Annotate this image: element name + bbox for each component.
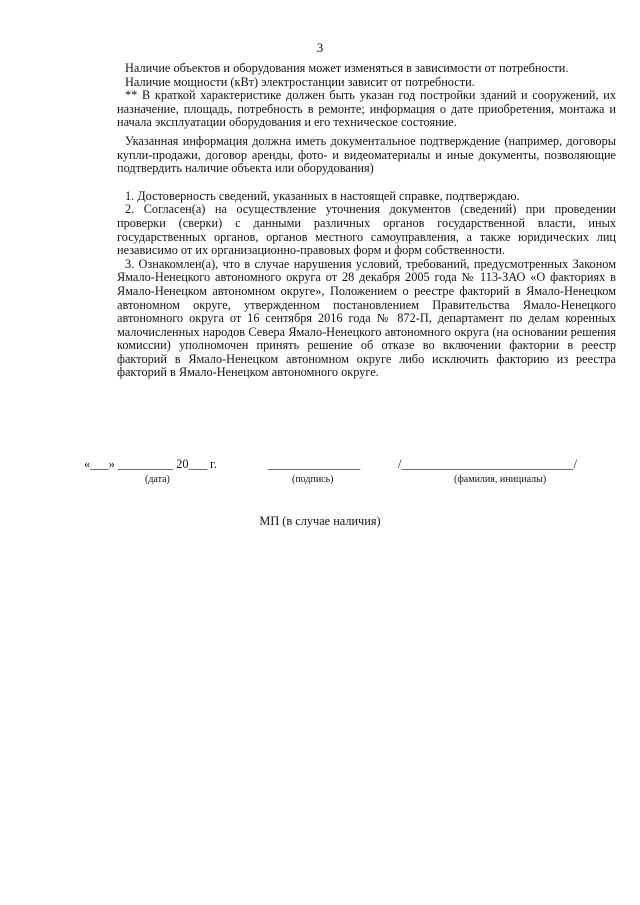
document-body bbox=[117, 62, 616, 380]
note-objects: Наличие объектов и оборудования может изменяться в зависимости от потребности. bbox=[125, 61, 569, 75]
clause-1: 1. Достоверность сведений, указанных в настоящей справке, подтверждаю. bbox=[125, 188, 520, 203]
clause-2: 2. Согласен(а) на осуществление уточнения документов (сведений) при проведении проверки (сверки) с данными различных органов государственной власти, иных государственных органов, органов местного самоуправления, а также юридических лиц независимо от их организационно-правовых форм и форм собственности. bbox=[117, 202, 616, 258]
signature-caption: (подпись) bbox=[292, 474, 334, 485]
page-number: 3 bbox=[316, 40, 324, 55]
date-caption: (дата) bbox=[145, 474, 170, 485]
name-caption: (фамилия, инициалы) bbox=[454, 474, 547, 485]
note-power: Наличие мощности (кВт) электростанции зависит от потребности. bbox=[125, 74, 475, 89]
note-documentation: Указанная информация должна иметь документальное подтверждение (например, договоры купли-продажи, договор аренды, фото- и видеоматериалы и иные документы, позволяющие подтвердить наличие объекта или оборудования) bbox=[117, 133, 616, 176]
name-line: /____________________________/ bbox=[398, 457, 577, 471]
clause-3: 3. Ознакомлен(а), что в случае нарушения условий, требований, предусмотренных Законом Ямало-Ненецкого автономного округа от 28 декабря 2005 года № 113-ЗАО «О факториях в Ямало-Ненецком автономном округе», Положением о реестре факторий в Ямало-Ненецком автономном округе, утвержденном постановлением Правительства Ямало-Ненецкого автономного округа от 16 сентября 2016 года № 872-П, департамент по делам коренных малочисленных народов Севера Ямало-Ненецкого автономного округа (на основании решения комиссии) уполномочен принять решение об отказе во включении фактории в реестр факторий в Ямало-Ненецком автономном округе либо исключить факторию из реестра факторий в Ямало-Ненецком автономного округе. bbox=[117, 256, 616, 380]
stamp-note: МП (в случае наличия) bbox=[259, 514, 381, 528]
signature-line: _______________ bbox=[268, 457, 361, 471]
signature-row bbox=[0, 457, 640, 497]
note-characteristics: ** В краткой характеристике должен быть указан год постройки зданий и сооружений, их назначение, площадь, потребность в ремонте; информация о дате приобретения, монтажа и начала эксплуатации оборудования и его техническое состояние. bbox=[117, 88, 616, 130]
date-line: «___» _________ 20___ г. bbox=[84, 457, 217, 471]
